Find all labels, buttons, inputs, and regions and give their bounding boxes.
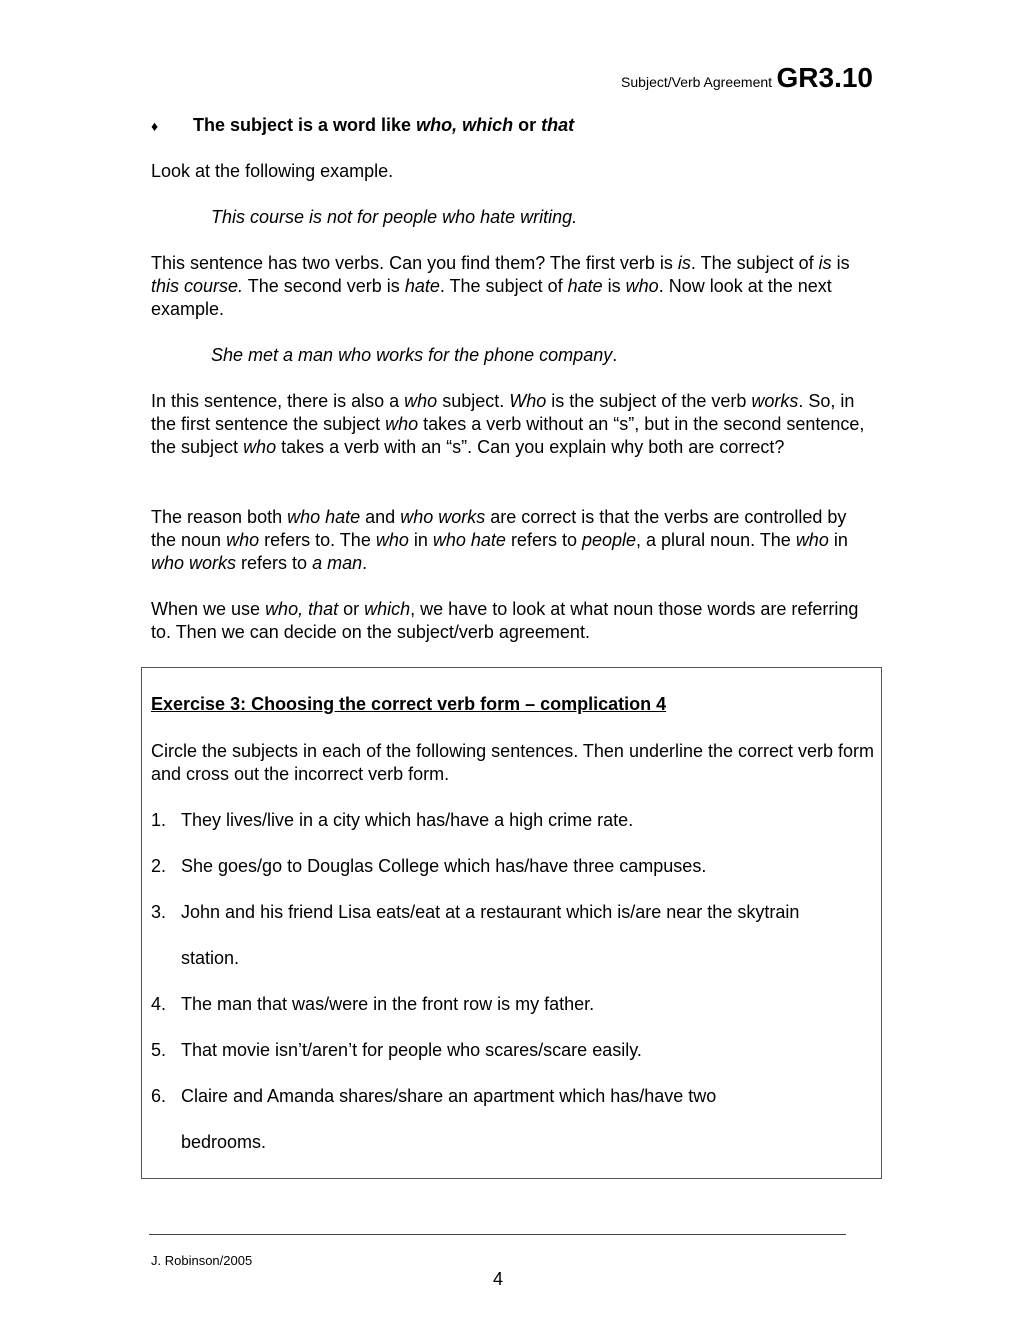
paragraph-2: In this sentence, there is also a who subject. Who is the subject of the verb works. So, in the first sentence the subject who takes a verb without an “s”, but in the second sentence, the subject who takes a verb with an “s”. Can you explain why both are correct? [151,391,865,457]
footer-divider [149,1234,846,1235]
header-code: GR3.10 [776,62,873,93]
footer-author: J. Robinson/2005 [151,1253,253,1268]
exercise-item-text: bedrooms. [181,1132,267,1152]
header-subject: Subject/Verb Agreement [621,74,773,90]
exercise-list [151,797,875,1167]
exercise-title: Exercise 3: Choosing the correct verb form – complication 4 [151,694,667,714]
exercise-item-text: That movie isn’t/aren’t for people who scares/scare easily. [181,1040,642,1060]
exercise-item-number: 6. [151,1086,167,1106]
exercise-item-number: 3. [151,902,167,922]
section-title: ♦ The subject is a word like who, which or that [151,115,575,135]
intro-text: Look at the following example. [151,161,394,181]
exercise-item [151,981,875,1027]
exercise-item-text: She goes/go to Douglas College which has/have three campuses. [181,856,707,876]
exercise-item [151,797,875,843]
diamond-bullet-icon: ♦ [151,118,159,134]
exercise-item [151,1027,875,1073]
paragraph-4: When we use who, that or which, we have to look at what noun those words are referring to. Then we can decide on the subject/verb agreement. [151,599,859,642]
exercise-item-number: 2. [151,856,167,876]
exercise-item-continuation [151,1119,875,1165]
page-number: 4 [492,1269,503,1289]
example-sentence-2: She met a man who works for the phone company. [211,345,618,365]
exercise-item-text: John and his friend Lisa eats/eat at a restaurant which is/are near the skytrain [181,902,800,922]
exercise-item [151,889,875,935]
paragraph-1: This sentence has two verbs. Can you find them? The first verb is is. The subject of is is this course. The second verb is hate. The subject of hate is who. Now look at the next example. [151,253,850,319]
exercise-instructions: Circle the subjects in each of the following sentences. Then underline the correct verb form and cross out the incorrect verb form. [151,741,875,784]
exercise-item-continuation [151,935,875,981]
paragraph-3: The reason both who hate and who works are correct is that the verbs are controlled by the noun who refers to. The who in who hate refers to people, a plural noun. The who in who works refers to a man. [151,507,848,573]
exercise-item [151,1073,875,1119]
exercise-item-text: station. [181,948,240,968]
exercise-item-number: 4. [151,994,167,1014]
exercise-item-text: Claire and Amanda shares/share an apartment which has/have two [181,1086,717,1106]
page-header [621,62,873,94]
exercise-item [151,843,875,889]
exercise-item-text: The man that was/were in the front row is my father. [181,994,595,1014]
example-sentence-1: This course is not for people who hate writing. [211,207,578,227]
exercise-item-text: They lives/live in a city which has/have a high crime rate. [181,810,634,830]
exercise-item-number: 5. [151,1040,167,1060]
exercise-item-number: 1. [151,810,167,830]
